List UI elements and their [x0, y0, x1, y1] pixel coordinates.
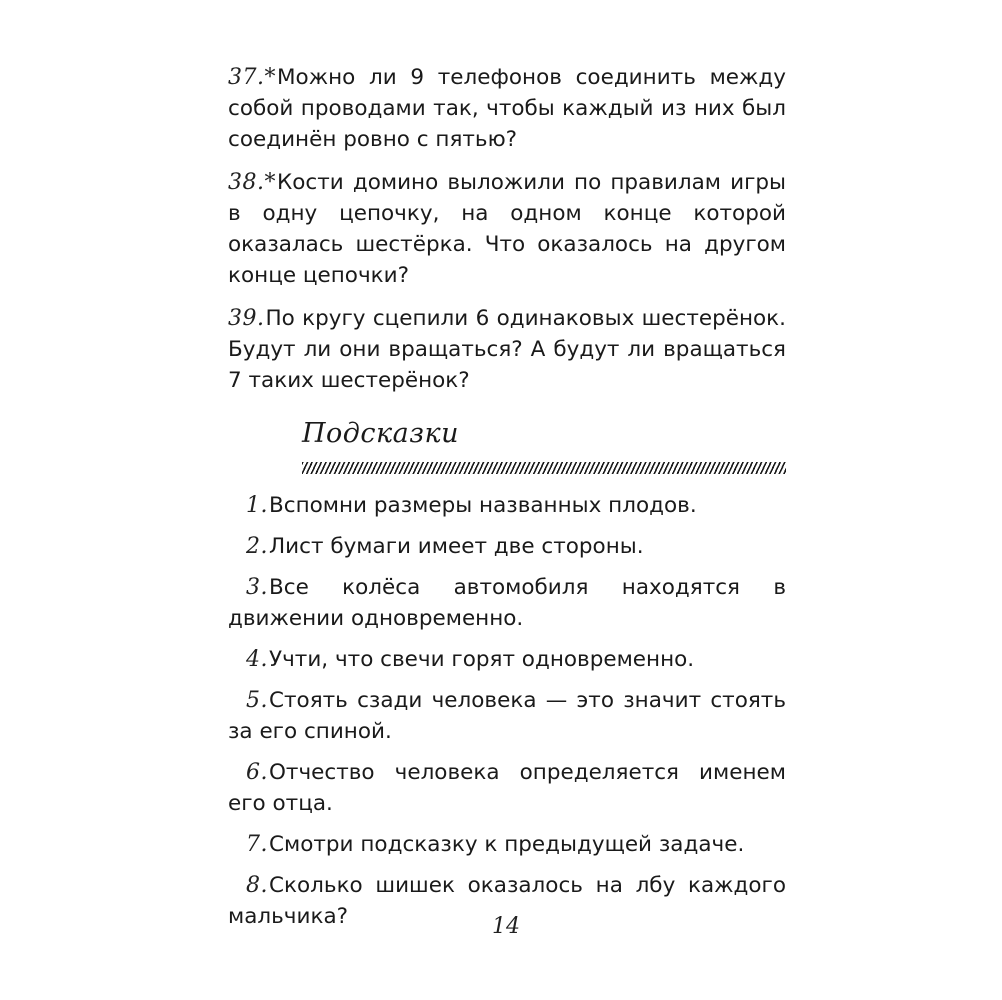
hint-text: Смотри подсказку к предыдущей задаче. [269, 832, 745, 857]
hint-item [228, 572, 786, 634]
hint-number: 7. [246, 832, 268, 857]
hint-text: Отчество человека определяется именем его отца. [228, 760, 786, 816]
page-number: 14 [492, 914, 520, 939]
hint-item [228, 829, 786, 860]
hints-list [228, 490, 786, 942]
problem-number: 38.* [228, 170, 276, 195]
section-title: Подсказки [302, 418, 459, 449]
problem-number: 39. [228, 306, 265, 331]
problem-text: По кругу сцепили 6 одинаковых шестерёнок. Будут ли они вращаться? А будут ли вращаться 7 таких шестерёнок? [228, 306, 786, 393]
hint-item [228, 531, 786, 562]
problem-37 [228, 62, 786, 155]
hint-item [228, 757, 786, 819]
hatched-rule-divider [302, 462, 786, 474]
hint-text: Вспомни размеры названных плодов. [269, 493, 697, 518]
hint-number: 8. [246, 873, 268, 898]
hint-text: Стоять сзади человека — это значит стоять за его спиной. [228, 688, 786, 744]
hint-text: Сколько шишек оказалось на лбу каждого мальчика? [228, 873, 786, 929]
hint-number: 1. [246, 493, 268, 518]
problem-38 [228, 167, 786, 291]
hint-text: Учти, что свечи горят одновременно. [269, 647, 695, 672]
hint-item [228, 490, 786, 521]
hint-number: 3. [246, 575, 268, 600]
hint-text: Все колёса автомобиля находятся в движении одновременно. [228, 575, 786, 631]
problem-number: 37.* [228, 65, 276, 90]
hints-heading [298, 418, 788, 478]
problems-block [228, 62, 786, 408]
hint-number: 4. [246, 647, 268, 672]
hint-number: 6. [246, 760, 268, 785]
problem-text: Кости домино выложили по правилам игры в одну цепочку, на одном конце которой оказалась шестёрка. Что оказалось на другом конце цепочки? [228, 170, 786, 288]
hint-item [228, 685, 786, 747]
problem-text: Можно ли 9 телефонов соединить между собой проводами так, чтобы каждый из них был соединён ровно с пятью? [228, 65, 786, 152]
hint-item [228, 644, 786, 675]
hint-number: 2. [246, 534, 268, 559]
hint-text: Лист бумаги имеет две стороны. [269, 534, 644, 559]
hint-number: 5. [246, 688, 268, 713]
problem-39 [228, 303, 786, 396]
